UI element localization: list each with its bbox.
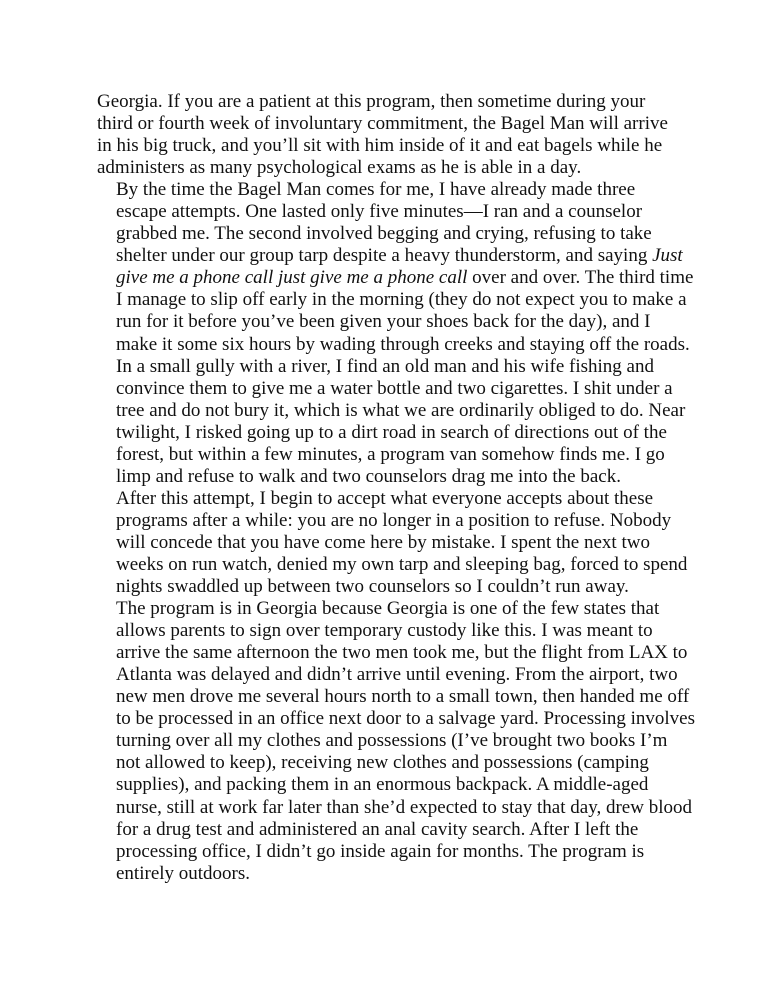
text-line: programs after a while: you are no longer in a position to refuse. Nobody <box>116 509 672 531</box>
italic-text: give me a phone call just give me a phone call <box>116 267 468 289</box>
text-line: nights swaddled up between two counselors so I couldn’t run away. <box>116 576 629 598</box>
text-line: Georgia. If you are a patient at this program, then sometime during your <box>97 91 646 112</box>
text-line: make it some six hours by wading through creeks and staying off the roads. <box>116 333 690 355</box>
text-line: third or fourth week of involuntary commitment, the Bagel Man will arrive <box>97 113 668 135</box>
text-line: for a drug test and administered an anal cavity search. After I left the <box>116 818 639 840</box>
paragraph-1 <box>97 91 683 179</box>
text-line: forest, but within a few minutes, a program van somehow finds me. I go <box>116 443 665 465</box>
text-line: convince them to give me a water bottle and two cigarettes. I shit under a <box>116 377 673 399</box>
text-line: in his big truck, and you’ll sit with him inside of it and eat bagels while he <box>97 135 663 157</box>
text-line: twilight, I risked going up to a dirt road in search of directions out of the <box>116 421 667 443</box>
text-line: run for it before you’ve been given your shoes back for the day), and I <box>116 311 651 333</box>
paragraph-4 <box>97 598 695 885</box>
text-line: weeks on run watch, denied my own tarp and sleeping bag, forced to spend <box>116 553 688 575</box>
text-line: tree and do not bury it, which is what we are ordinarily obliged to do. Near <box>116 399 686 421</box>
text-line <box>97 267 694 289</box>
paragraph-3 <box>97 487 688 598</box>
text-line: supplies), and packing them in an enormous backpack. A middle-aged <box>116 774 649 796</box>
text-line: will concede that you have come here by mistake. I spent the next two <box>116 531 650 553</box>
text-line: arrive the same afternoon the two men took me, but the flight from LAX to <box>116 642 688 664</box>
text-line: limp and refuse to walk and two counselors drag me into the back. <box>116 465 621 487</box>
text-line: I manage to slip off early in the morning (they do not expect you to make a <box>116 289 687 311</box>
text-line: Atlanta was delayed and didn’t arrive until evening. From the airport, two <box>116 664 678 686</box>
document-body <box>97 91 695 885</box>
text-run: over and over. The third time <box>467 267 694 289</box>
italic-text: Just <box>652 245 683 267</box>
text-line: entirely outdoors. <box>116 862 251 884</box>
text-line: to be processed in an office next door to a salvage yard. Processing involves <box>116 708 695 730</box>
text-line: escape attempts. One lasted only five minutes—I ran and a counselor <box>116 201 643 223</box>
text-line: By the time the Bagel Man comes for me, I have already made three <box>116 179 636 201</box>
text-line: not allowed to keep), receiving new clothes and possessions (camping <box>116 752 649 774</box>
text-line: administers as many psychological exams as he is able in a day. <box>97 157 582 179</box>
text-line: In a small gully with a river, I find an old man and his wife fishing and <box>116 355 654 377</box>
text-line: processing office, I didn’t go inside again for months. The program is <box>116 840 645 862</box>
text-line: turning over all my clothes and possessions (I’ve brought two books I’m <box>116 730 668 752</box>
text-line: grabbed me. The second involved begging and crying, refusing to take <box>116 223 652 245</box>
text-line: After this attempt, I begin to accept what everyone accepts about these <box>116 487 654 509</box>
text-run: shelter under our group tarp despite a heavy thunderstorm, and saying <box>116 245 653 267</box>
paragraph-2 <box>97 179 694 488</box>
text-line: nurse, still at work far later than she’d expected to stay that day, drew blood <box>116 796 692 818</box>
text-line: new men drove me several hours north to a small town, then handed me off <box>116 686 690 708</box>
text-line: The program is in Georgia because Georgia is one of the few states that <box>116 598 660 620</box>
text-line: allows parents to sign over temporary custody like this. I was meant to <box>116 620 653 642</box>
text-line <box>97 245 683 267</box>
